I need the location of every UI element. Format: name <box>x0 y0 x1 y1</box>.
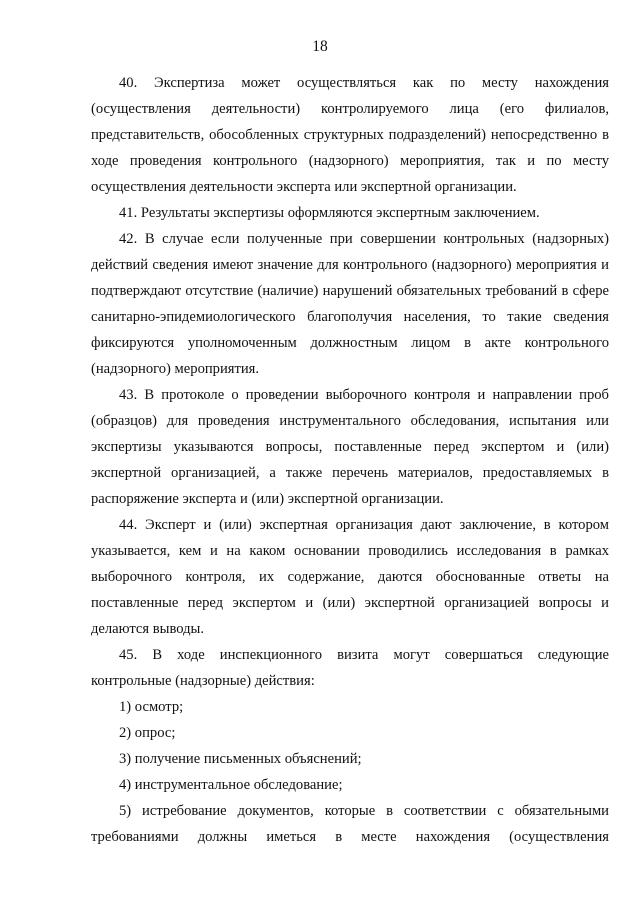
list-item-inspection: 1) осмотр; <box>119 699 184 715</box>
paragraph-43: 43. В протоколе о проведении выборочного контроля и направлении проб (образцов) для проведения инструментального обследования, испытания или экспертизы указываются вопросы, поставленные перед экспертом и (или) экспертной организацией, а также перечень материалов, предоставляемых в распоряжение эксперта и (или) экспертной организации. <box>91 387 609 507</box>
list-item-instrumental-examination: 4) инструментальное обследование; <box>119 777 343 793</box>
list-item-document-request: 5) истребование документов, которые в соответствии с обязательными требованиями должны иметься в месте нахождения (осуществления <box>91 803 609 845</box>
list-item-written-explanations: 3) получение письменных объяснений; <box>119 751 362 767</box>
list-item-survey: 2) опрос; <box>119 725 176 741</box>
paragraph-41: 41. Результаты экспертизы оформляются экспертным заключением. <box>119 205 540 221</box>
document-body <box>91 70 609 850</box>
paragraph-45: 45. В ходе инспекционного визита могут совершаться следующие контрольные (надзорные) действия: <box>91 647 609 689</box>
paragraph-44: 44. Эксперт и (или) экспертная организация дают заключение, в котором указывается, кем и на каком основании проводились исследования в рамках выборочного контроля, их содержание, даются обоснованные ответы на поставленные перед экспертом и (или) экспертной организацией вопросы и делаются выводы. <box>91 517 609 637</box>
paragraph-42: 42. В случае если полученные при совершении контрольных (надзорных) действий сведения имеют значение для контрольного (надзорного) мероприятия и подтверждают отсутствие (наличие) нарушений обязательных требований в сфере санитарно-эпидемиологического благополучия населения, то такие сведения фиксируются уполномоченным должностным лицом в акте контрольного (надзорного) мероприятия. <box>91 231 609 377</box>
page-number: 18 <box>312 38 328 55</box>
paragraph-40: 40. Экспертиза может осуществляться как по месту нахождения (осуществления деятельности) контролируемого лица (его филиалов, представительств, обособленных структурных подразделений) непосредственно в ходе проведения контрольного (надзорного) мероприятия, так и по месту осуществления деятельности эксперта или экспертной организации. <box>91 75 609 195</box>
